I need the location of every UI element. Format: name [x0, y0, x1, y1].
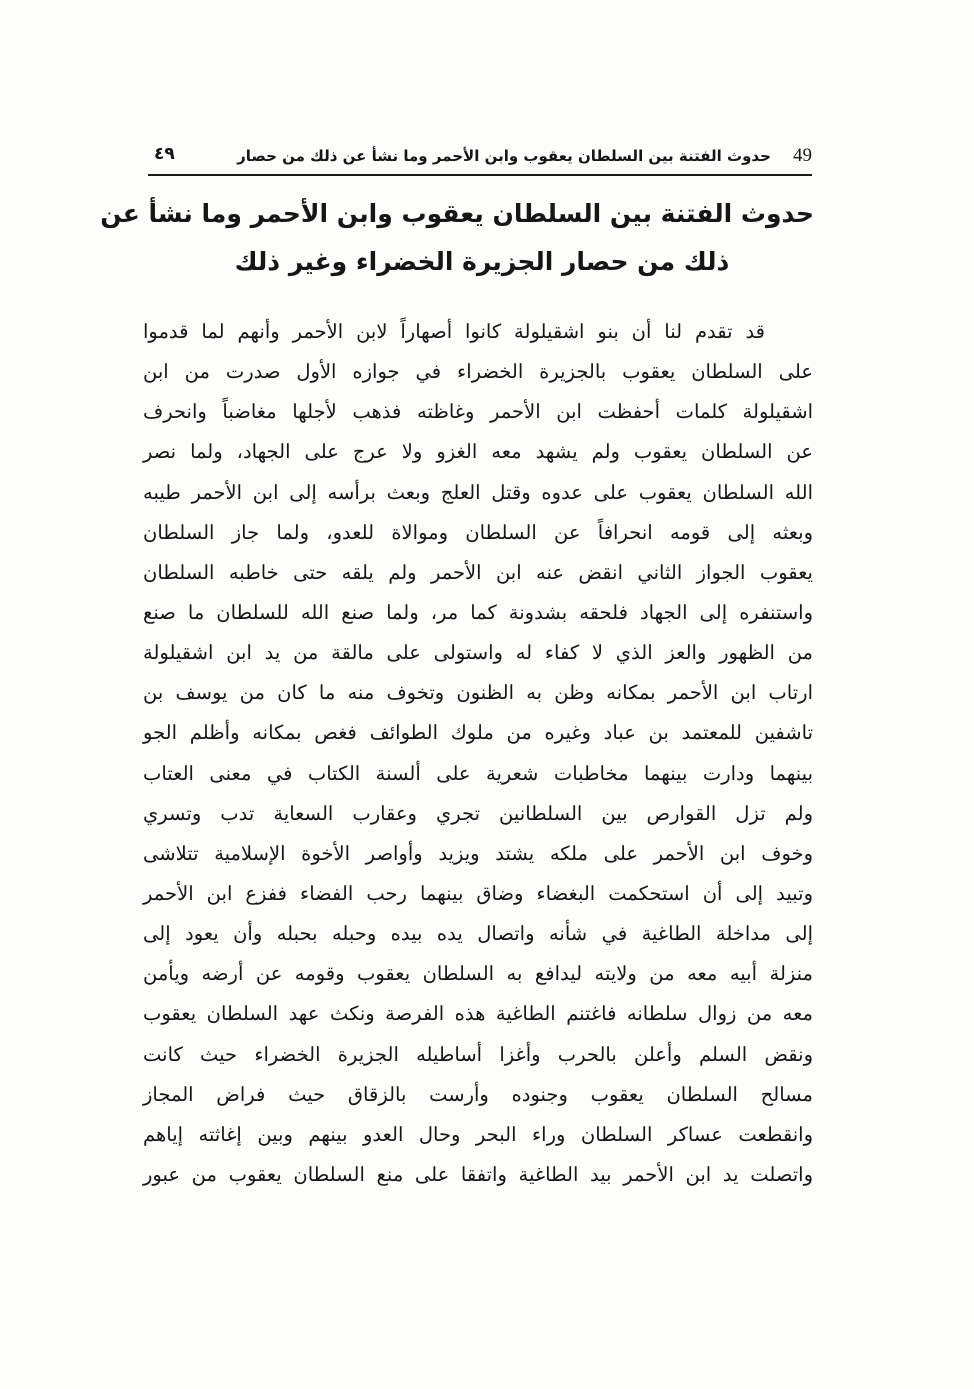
text-line: قد تقدم لنا أن بنو اشقيلولة كانوا أصهاراً لابن الأحمر وأنهم لما قدموا	[143, 320, 765, 343]
text-line: الله السلطان يعقوب على عدوه وقتل العلج وبعث برأسه إلى ابن الأحمر طيبه	[143, 480, 813, 504]
running-header	[148, 140, 812, 176]
text-line: عن السلطان يعقوب ولم يشهد معه الغزو ولا عرج على الجهاد، ولما نصر	[143, 440, 813, 464]
text-line: على السلطان يعقوب بالجزيرة الخضراء في جوازه الأول صدرت من ابن	[143, 360, 813, 384]
chapter-title-line: ذلك من حصار الجزيرة الخضراء وغير ذلك	[234, 247, 730, 276]
text-line: من الظهور والعز الذي لا كفاء له واستولى على مالقة من يد ابن اشقيلولة	[143, 641, 813, 665]
chapter-title	[100, 190, 814, 286]
text-line: وخوف ابن الأحمر على ملكه يشتد ويزيد وأواصر الأخوة الإسلامية تتلاشى	[143, 841, 813, 865]
text-line: إلى مداخلة الطاغية في شأنه واتصال يده بيده وحبله بحبله وأن يعود إلى	[143, 922, 813, 946]
text-line: منزلة أبيه معه من ولايته ليدافع به السلطان يعقوب وقومه عن أرضه ويأمن	[143, 962, 813, 986]
text-line: اشقيلولة كلمات أحفظت ابن الأحمر وغاظته فذهب لأجلها مغاضباً وانحرف	[143, 400, 813, 424]
body-text	[143, 312, 813, 1195]
text-line: وانقطعت عساكر السلطان وراء البحر وحال العدو بينهم وبين إغاثته إياهم	[143, 1122, 813, 1146]
text-line: ولم تزل القوارص بين السلطانين تجري وعقارب السعاية تدب وتسري	[143, 801, 813, 825]
text-line: ارتاب ابن الأحمر بمكانه وظن به الظنون وتخوف منه ما كان من يوسف بن	[143, 681, 813, 705]
text-line: وتبيد إلى أن استحكمت البغضاء وضاق بينهما رحب الفضاء ففزع ابن الأحمر	[143, 881, 813, 905]
text-line: معه من زوال سلطانه فاغتنم الطاغية هذه الفرصة ونكث عهد السلطان يعقوب	[143, 1002, 813, 1026]
chapter-title-line: حدوث الفتنة بين السلطان يعقوب وابن الأحمر وما نشأ عن	[100, 199, 814, 228]
text-line: وبعثه إلى قومه انحرافاً عن السلطان وموالاة للعدو، ولما جاز السلطان	[143, 520, 813, 544]
text-line: تاشفين للمعتمد بن عباد وغيره من ملوك الطوائف فغص بمكانه وأظلم الجو	[143, 721, 813, 745]
text-line: يعقوب الجواز الثاني انقض عنه ابن الأحمر ولم يلقه حتى خاطبه السلطان	[143, 560, 813, 584]
text-line: بينهما ودارت بينهما مخاطبات شعرية على ألسنة الكتاب في معنى العتاب	[143, 761, 813, 785]
text-line: واستنفره إلى الجهاد فلحقه بشدونة كما مر، ولما صنع الله للسلطان ما صنع	[143, 600, 813, 624]
running-title: حدوث الفتنة بين السلطان يعقوب وابن الأحمر وما نشأ عن ذلك من حصار	[237, 147, 771, 165]
text-line: ونقض السلم وأعلن بالحرب وأغزا أساطيله الجزيرة الخضراء حيث كانت	[143, 1042, 813, 1066]
page-number-arabic: ٤٩	[154, 144, 175, 164]
text-line: مسالح السلطان يعقوب وجنوده وأرست بالزقاق حيث فراض المجاز	[143, 1082, 813, 1106]
page-number-latin: 49	[793, 145, 812, 166]
text-line: واتصلت يد ابن الأحمر بيد الطاغية واتفقا على منع السلطان يعقوب من عبور	[143, 1162, 813, 1186]
